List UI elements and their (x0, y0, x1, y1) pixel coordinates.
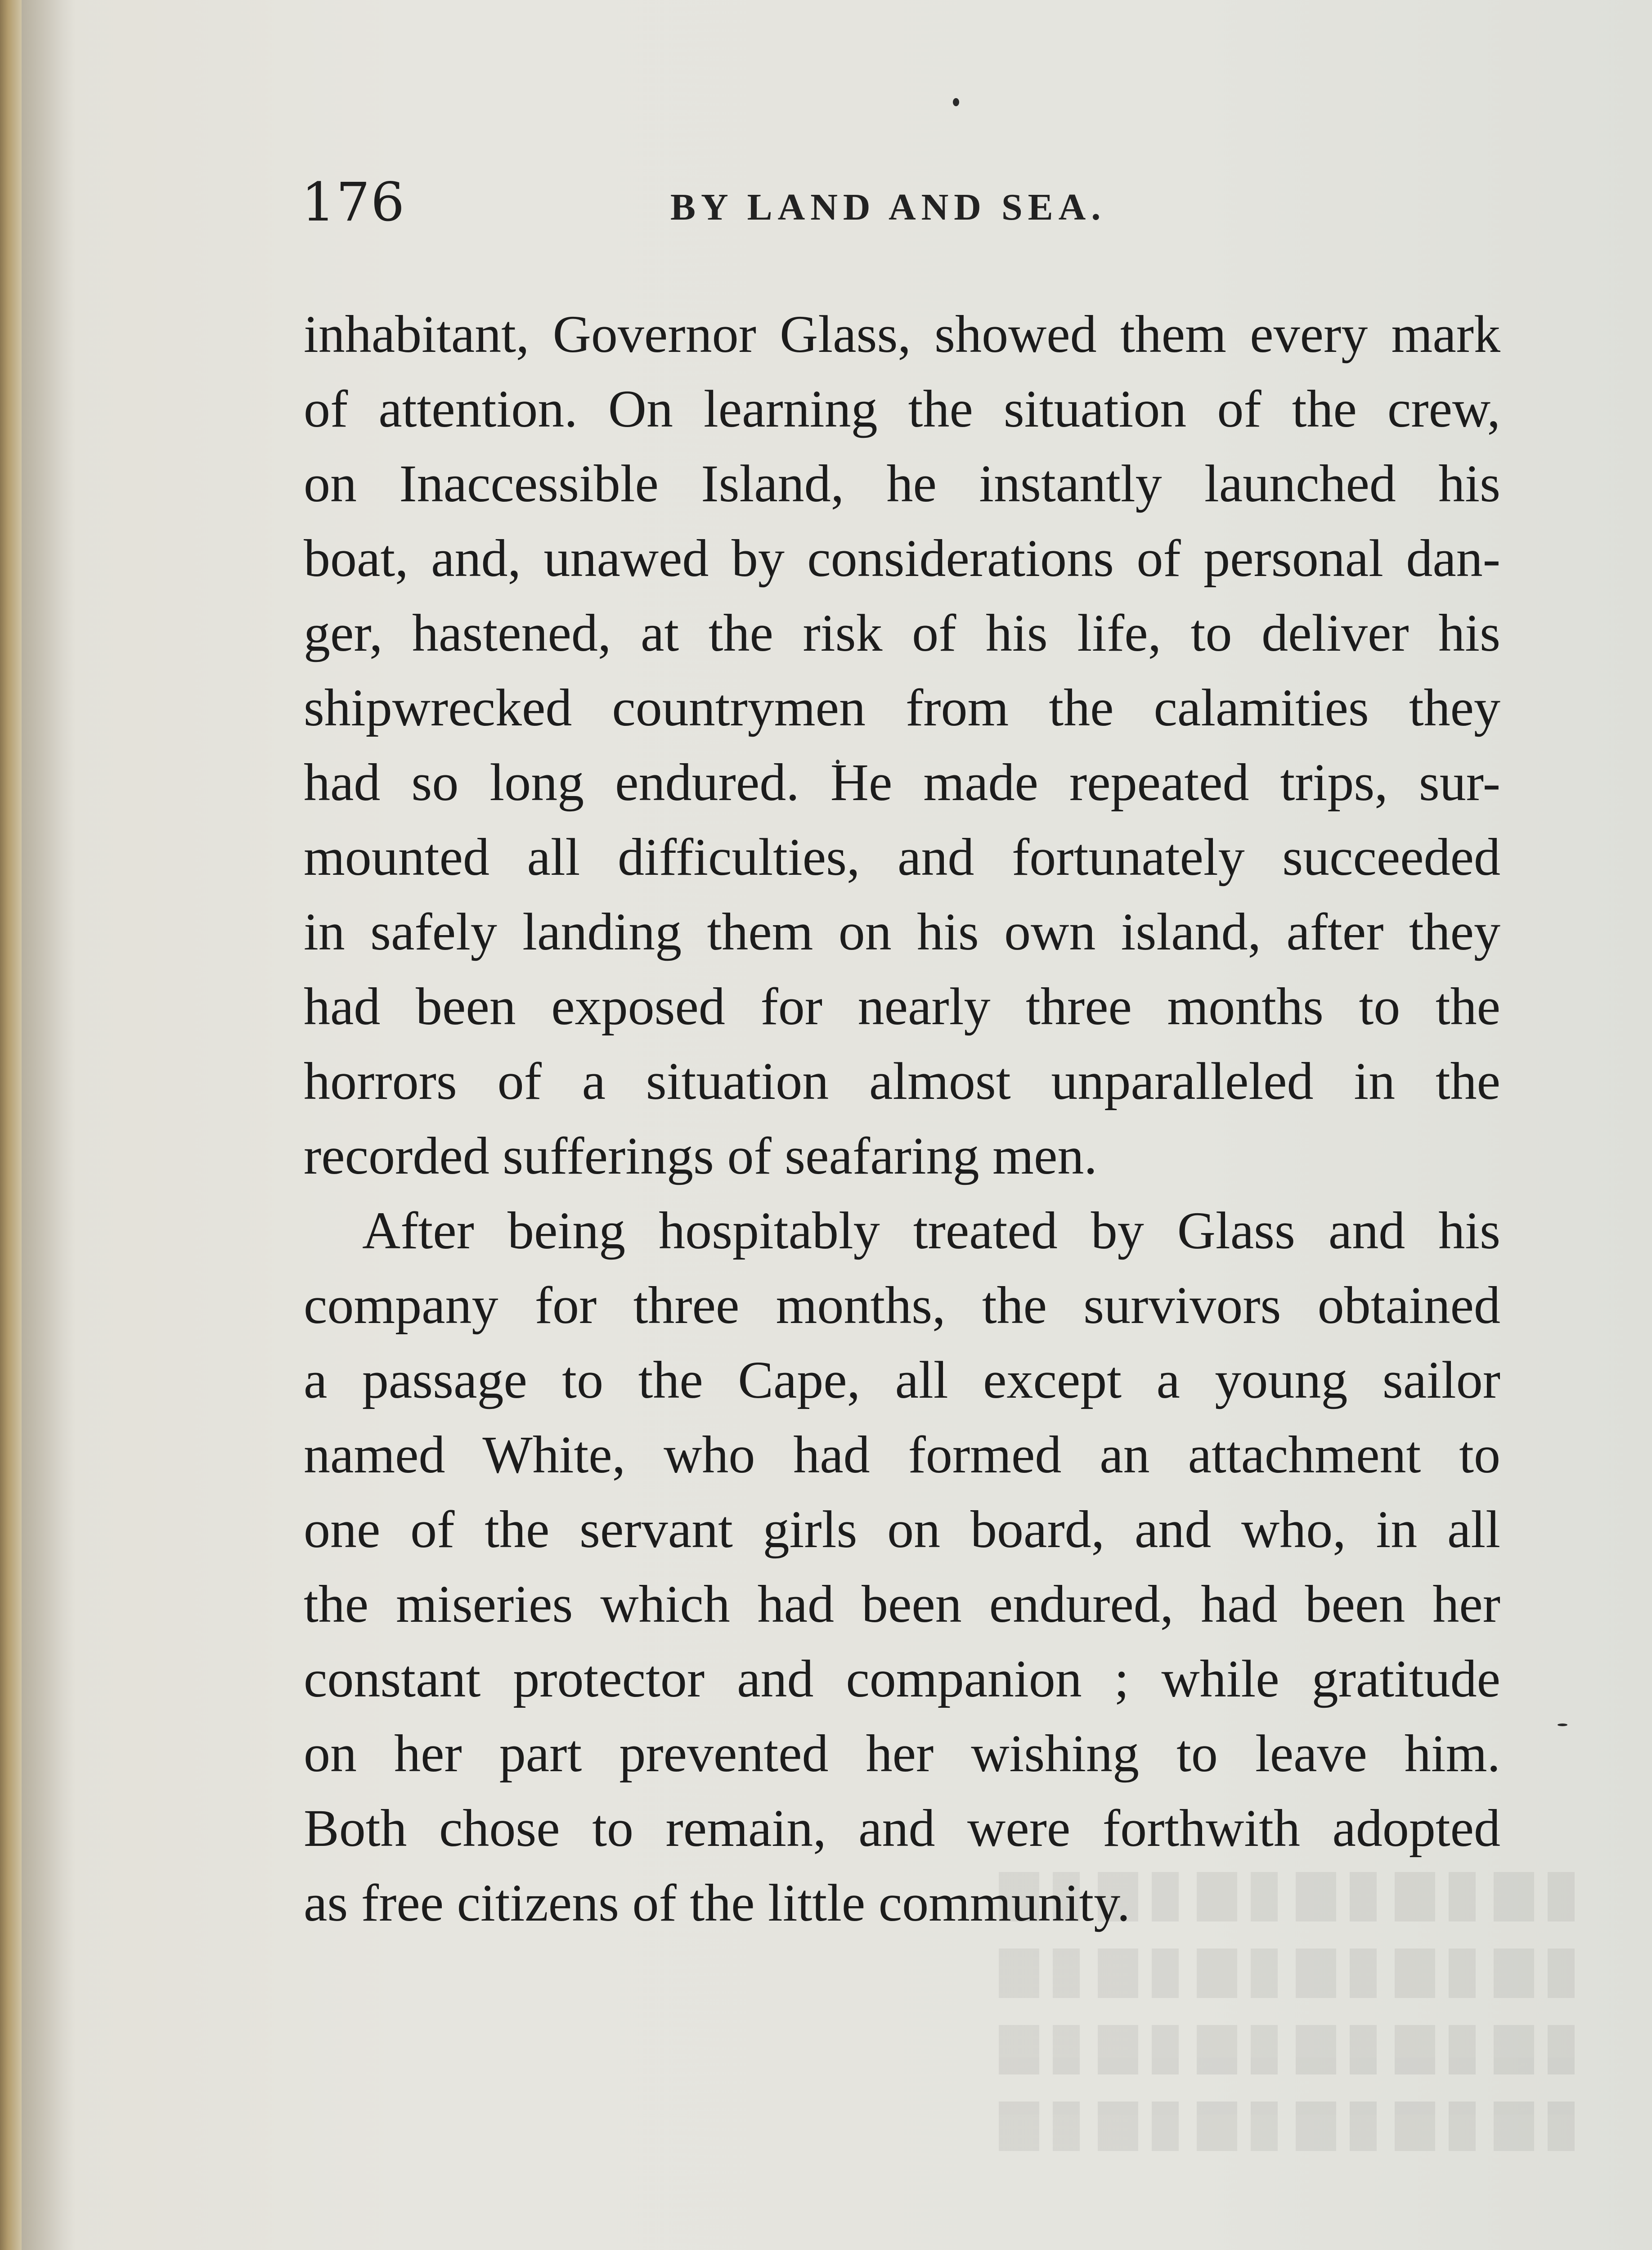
text-line: Both chose to remain, and were forthwith adopted (304, 1799, 1500, 1858)
ink-speck (1558, 1724, 1567, 1726)
text-line: named White, who had formed an attachment to (304, 1425, 1500, 1484)
text-line: of attention. On learning the situation of the crew, (304, 379, 1500, 438)
ink-speck (953, 98, 959, 106)
text-line: inhabitant, Governor Glass, showed them every mark (304, 305, 1500, 364)
text-line: had so long endured. He made repeated trips, sur- (304, 753, 1500, 812)
text-line: the miseries which had been endured, had been her (304, 1575, 1500, 1634)
binding-edge (0, 0, 22, 2250)
text-line: had been exposed for nearly three months to the (304, 977, 1500, 1036)
text-line: ger, hastened, at the risk of his life, to deliver his (304, 603, 1500, 662)
text-line: a passage to the Cape, all except a young sailor (304, 1350, 1500, 1409)
text-line: mounted all difficulties, and fortunately succeeded (304, 828, 1500, 886)
gutter-shadow (22, 0, 76, 2250)
text-line: one of the servant girls on board, and who, in all (304, 1500, 1500, 1559)
text-line: boat, and, unawed by considerations of personal dan- (304, 529, 1500, 588)
text-line: After being hospitably treated by Glass and his (362, 1201, 1500, 1260)
text-line: on her part prevented her wishing to leave him. (304, 1724, 1500, 1783)
text-line: on Inaccessible Island, he instantly launched his (304, 454, 1500, 513)
body-text (304, 297, 1500, 1940)
text-line: company for three months, the survivors obtained (304, 1276, 1500, 1335)
text-line: in safely landing them on his own island, after they (304, 902, 1500, 961)
text-line: constant protector and companion ; while gratitude (304, 1649, 1500, 1708)
text-line: as free citizens of the little community. (304, 1873, 1131, 1932)
text-line: shipwrecked countrymen from the calamities they (304, 678, 1500, 737)
text-line: horrors of a situation almost unparalleled in the (304, 1052, 1500, 1111)
paragraph-2 (304, 1193, 1500, 1940)
page-number: 176 (301, 171, 406, 233)
running-title: BY LAND AND SEA. (670, 186, 1106, 228)
paragraph-1 (304, 297, 1500, 1193)
page-header (0, 171, 1652, 243)
text-line: recorded sufferings of seafaring men. (304, 1126, 1097, 1185)
